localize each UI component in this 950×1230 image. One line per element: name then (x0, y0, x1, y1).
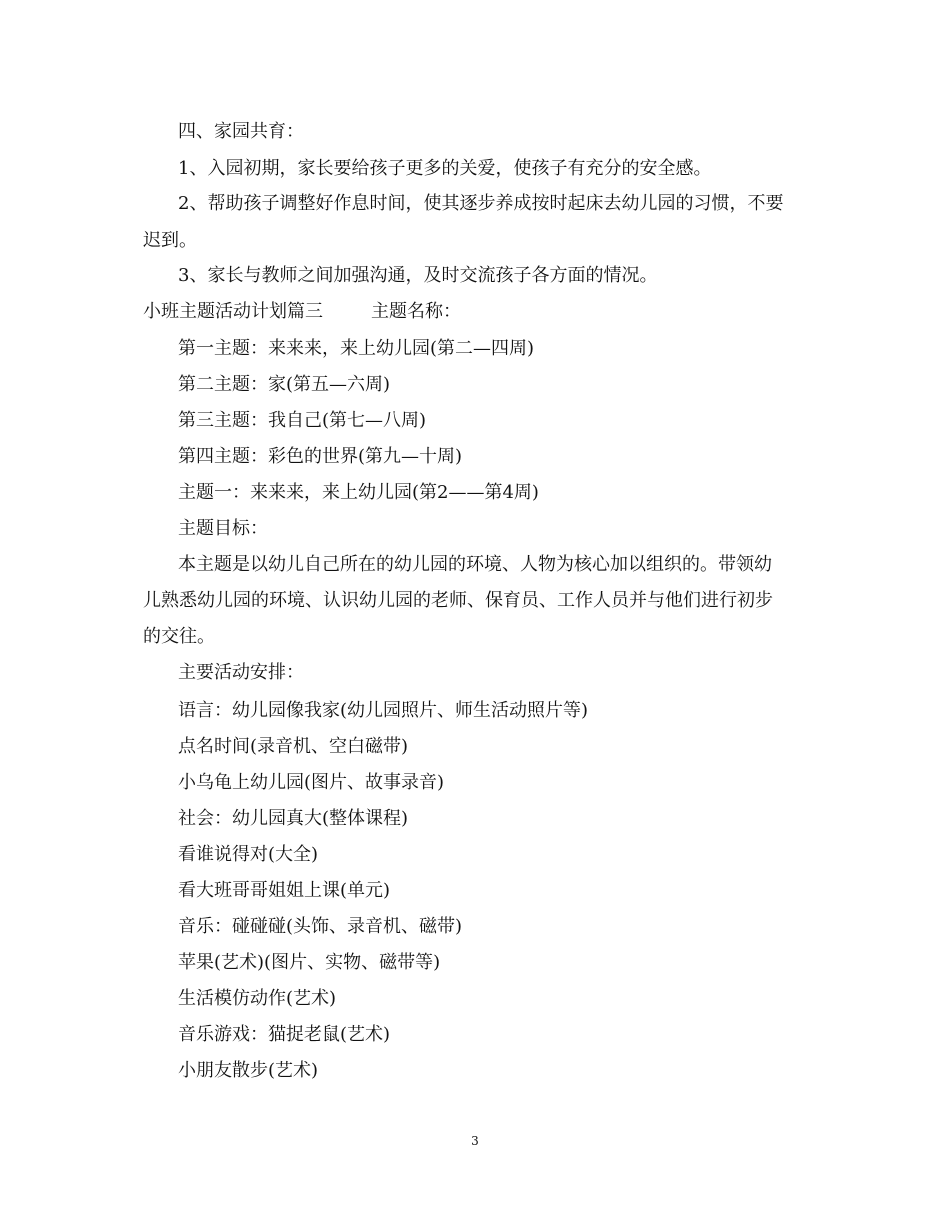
paragraph-line: 主题目标： (178, 518, 268, 539)
paragraph-line: 苹果(艺术)(图片、实物、磁带等) (178, 952, 441, 973)
paragraph-line: 语言：幼儿园像我家(幼儿园照片、师生活动照片等) (178, 700, 589, 721)
page-number: 3 (471, 1134, 479, 1148)
paragraph-line: 四、家园共育： (178, 121, 304, 142)
paragraph-line: 主题一：来来来，来上幼儿园(第2——第4周) (178, 482, 539, 503)
paragraph-line: 看谁说得对(大全) (178, 844, 319, 865)
paragraph-line: 第三主题：我自己(第七—八周) (178, 410, 427, 431)
paragraph-line: 3、家长与教师之间加强沟通，及时交流孩子各方面的情况。 (178, 265, 658, 286)
paragraph-line: 儿熟悉幼儿园的环境、认识幼儿园的老师、保育员、工作人员并与他们进行初步 (143, 590, 773, 611)
paragraph-line: 音乐：碰碰碰(头饰、录音机、磁带) (178, 916, 463, 937)
section-title: 小班主题活动计划篇三 (143, 301, 323, 322)
paragraph-line: 的交往。 (143, 626, 215, 647)
paragraph-line: 社会：幼儿园真大(整体课程) (178, 808, 409, 829)
paragraph-line: 小朋友散步(艺术) (178, 1060, 319, 1081)
section-subtitle: 主题名称： (371, 301, 461, 322)
paragraph-line: 第二主题：家(第五—六周) (178, 374, 391, 395)
paragraph-line: 小乌龟上幼儿园(图片、故事录音) (178, 772, 445, 793)
paragraph-line: 点名时间(录音机、空白磁带) (178, 736, 409, 757)
paragraph-line: 1、入园初期，家长要给孩子更多的关爱，使孩子有充分的安全感。 (178, 158, 712, 179)
paragraph-line: 第四主题：彩色的世界(第九—十周) (178, 446, 463, 467)
paragraph-line: 主要活动安排： (178, 662, 304, 683)
paragraph-line: 2、帮助孩子调整好作息时间，使其逐步养成按时起床去幼儿园的习惯，不要 (178, 193, 784, 214)
section-heading (143, 300, 461, 324)
paragraph-line: 第一主题：来来来，来上幼儿园(第二—四周) (178, 338, 535, 359)
paragraph-line: 看大班哥哥姐姐上课(单元) (178, 880, 391, 901)
paragraph-line: 音乐游戏：猫捉老鼠(艺术) (178, 1024, 391, 1045)
paragraph-line: 迟到。 (143, 230, 197, 251)
paragraph-line: 生活模仿动作(艺术) (178, 988, 337, 1009)
paragraph-line: 本主题是以幼儿自己所在的幼儿园的环境、人物为核心加以组织的。带领幼 (178, 554, 772, 575)
